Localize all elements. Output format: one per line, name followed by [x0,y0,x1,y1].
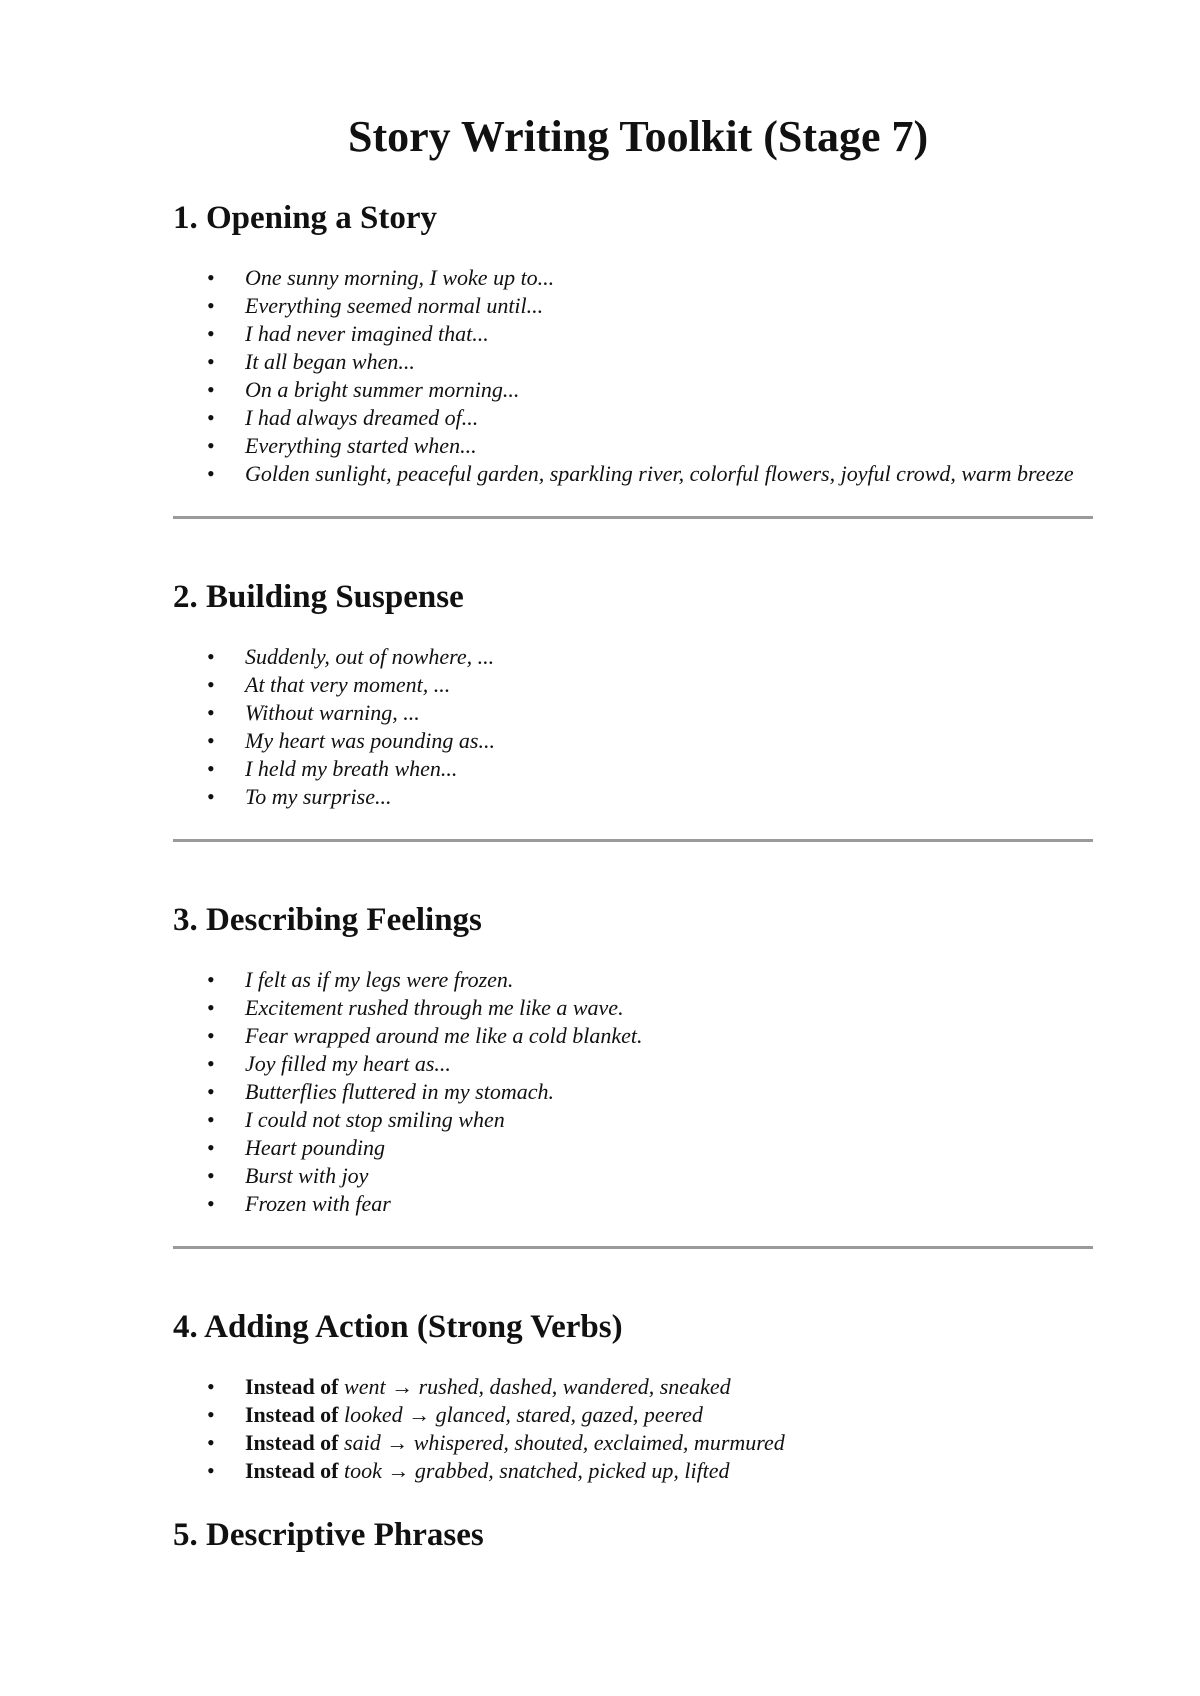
weak-verb: looked [344,1402,403,1427]
phrase-list-suspense [173,643,1093,811]
list-item: • I held my breath when... [245,755,1093,783]
list-item: • It all began when... [245,348,1093,376]
strong-verbs: rushed, dashed, wandered, sneaked [418,1374,731,1399]
list-item: • Heart pounding [245,1134,1093,1162]
verb-item [245,1457,1093,1485]
section-divider [173,516,1093,519]
list-item: • My heart was pounding as... [245,727,1093,755]
verb-item [245,1401,1093,1429]
list-item: • Suddenly, out of nowhere, ... [245,643,1093,671]
list-item: • I could not stop smiling when [245,1106,1093,1134]
verb-label: Instead of [245,1430,339,1455]
list-item: • I felt as if my legs were frozen. [245,966,1093,994]
list-item: • To my surprise... [245,783,1093,811]
weak-verb: took [344,1458,382,1483]
list-item: • I had never imagined that... [245,320,1093,348]
list-item: • On a bright summer morning... [245,376,1093,404]
list-item: • Burst with joy [245,1162,1093,1190]
list-item: • Frozen with fear [245,1190,1093,1218]
list-item: • Excitement rushed through me like a wave. [245,994,1093,1022]
list-item: • Golden sunlight, peaceful garden, sparkling river, colorful flowers, joyful crowd, warm breeze [245,460,1093,488]
verb-item [245,1373,1093,1401]
verb-label: Instead of [245,1458,339,1483]
list-item: • I had always dreamed of... [245,404,1093,432]
arrow-icon: → [386,1430,409,1455]
phrase-list-feelings [173,966,1093,1218]
section-heading-suspense: 2. Building Suspense [173,579,464,615]
strong-verbs: whispered, shouted, exclaimed, murmured [413,1430,785,1455]
list-item: • Fear wrapped around me like a cold blanket. [245,1022,1093,1050]
arrow-icon: → [391,1374,414,1399]
verb-label: Instead of [245,1402,339,1427]
arrow-icon: → [387,1458,410,1483]
section-divider [173,839,1093,842]
section-divider [173,1246,1093,1249]
document-title: Story Writing Toolkit (Stage 7) [348,112,929,161]
weak-verb: said [344,1430,381,1455]
weak-verb: went [344,1374,386,1399]
spacer [173,1485,1093,1515]
verb-label: Instead of [245,1374,339,1399]
section-heading-action: 4. Adding Action (Strong Verbs) [173,1309,623,1345]
strong-verbs: glanced, stared, gazed, peered [435,1402,703,1427]
list-item: • Butterflies fluttered in my stomach. [245,1078,1093,1106]
list-item: • Everything seemed normal until... [245,292,1093,320]
section-heading-feelings: 3. Describing Feelings [173,902,482,938]
document-page [173,110,1093,1555]
section-heading-descriptive: 5. Descriptive Phrases [173,1517,484,1553]
verb-item [245,1429,1093,1457]
list-item: • One sunny morning, I woke up to... [245,264,1093,292]
list-item: • At that very moment, ... [245,671,1093,699]
strong-verbs: grabbed, snatched, picked up, lifted [414,1458,730,1483]
phrase-list-opening [173,264,1093,488]
arrow-icon: → [408,1402,431,1427]
list-item: • Without warning, ... [245,699,1093,727]
list-item: • Everything started when... [245,432,1093,460]
section-heading-opening: 1. Opening a Story [173,200,438,236]
list-item: • Joy filled my heart as... [245,1050,1093,1078]
verb-list [173,1373,1093,1485]
